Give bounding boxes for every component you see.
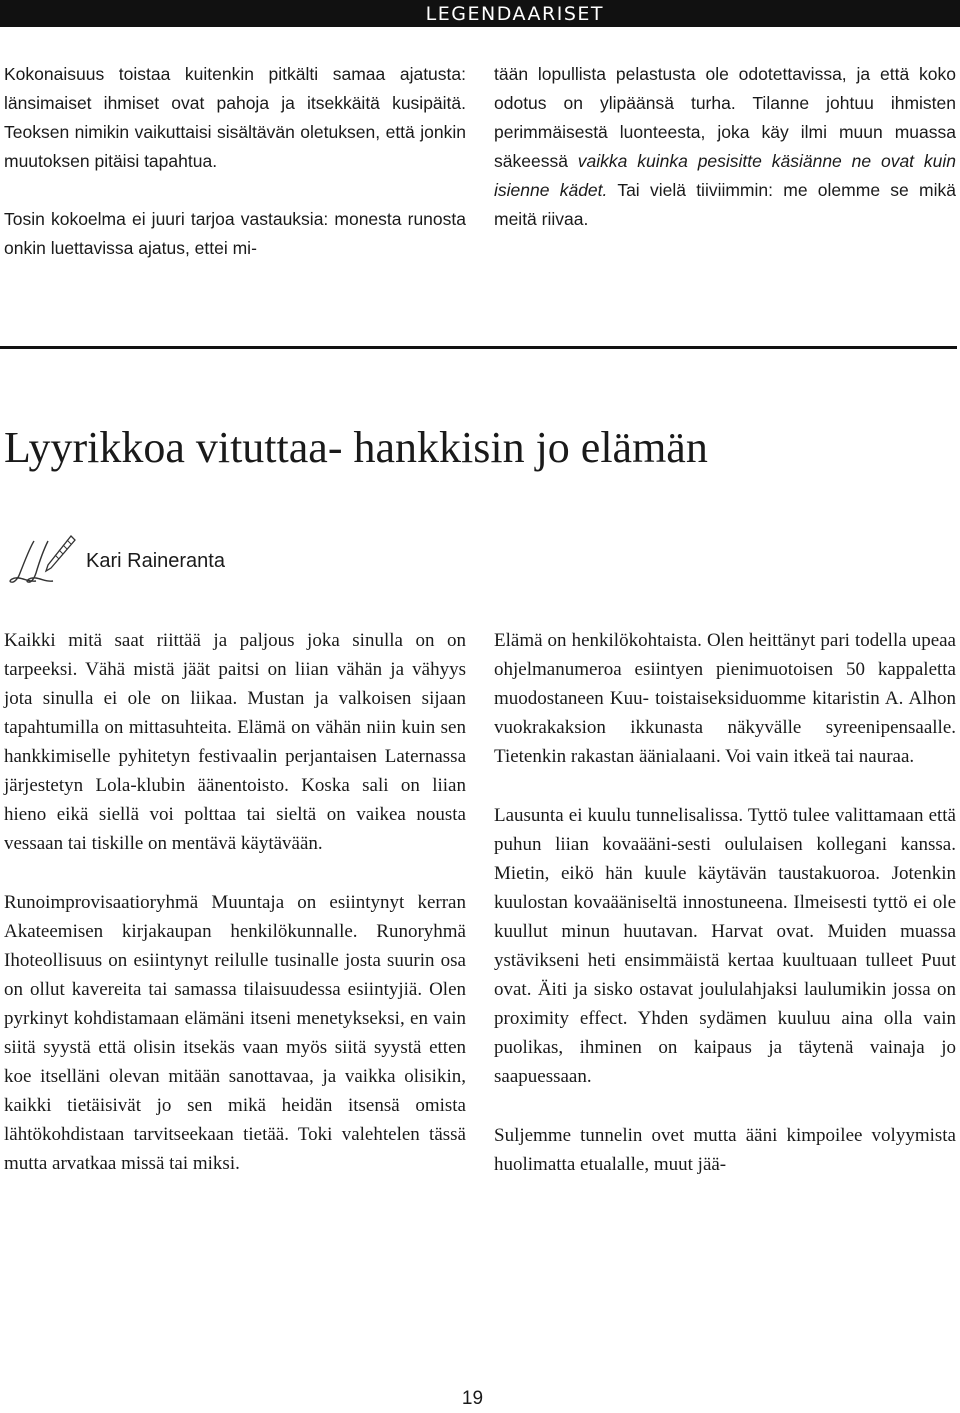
paragraph: Tosin kokoelma ei juuri tarjoa vastauksia: monesta runosta onkin luettavissa ajatus, ettei mi-	[4, 209, 466, 258]
paragraph: Runoimprovisaatioryhmä Muuntaja on esiintynyt kerran Akateemisen kirjakaupan henkilökunnalle. Runoryhmä Ihoteollisuus on esiintynyt reilulle tusinalle josta suurin osa on ollut kavereita tai samassa tilaisuudessa esiintyjiä. Olen pyrkinyt kohdistamaan elämäni itseni menetykseksi, en vain siitä syystä että olisin itsekäs vaan myös siitä syystä etten koe itselläni olevan mitään sanottavaa, ja vaikka olisikin, kaikki tietäisivät jo sen mikä heidän itsensä omista lähtökohdistaan tarvitseekaan tietää. Toki valehtelen tässä mutta arvatkaa missä tai miksi.	[4, 892, 466, 1174]
quoted-verse: vaikka kuinka pesisitte käsiänne ne ovat kuin isienne kädet.	[494, 151, 957, 200]
article-left-column	[4, 626, 466, 1178]
paragraph: Kokonaisuus toistaa kuitenkin pitkälti samaa ajatusta: länsimaiset ihmiset ovat pahoja ja itsekkäitä kusipäitä. Teoksen nimikin vaikuttaisi sisältävän oletuksen, että jonkin muutoksen pitäisi tapahtua.	[4, 64, 466, 171]
section-header-bar	[0, 0, 960, 27]
article-title: Lyyrikkoa vituttaa- hankkisin jo elämän	[4, 423, 708, 472]
paragraph: Lausunta ei kuulu tunnelisalissa. Tyttö tulee valittamaan että puhun liian kovaääni-sesti oululaisen kollegani kanssa. Mietin, eikö hän kuule käytävän taustakuoroa. Jotenkin kuulostan kovaääniseltä innostuneena. Ilmeisesti tyttö ei ole kuullut minun huutavan. Harvat ovat. Muiden muassa ystävikseni heti ensimmäistä kertaa kuultuaan tulleet Puut ovat. Äiti ja sisko ostavat joululahjaksi laulumikin jossa on proximity effect. Yhden sydämen kuuluu aina olla vain puolikas, ihminen on kaipaus ja täytenä vainaja jo saapuessaan.	[494, 805, 956, 1087]
paragraph: Kaikki mitä saat riittää ja paljous joka sinulla on on tarpeeksi. Vähä mistä jäät paitsi on liian vähän ja vähyys jota sinulla ei ole on liikaa. Mustan ja valkoisen sijaan tapahtumilla on mittasuhteita. Elämä on vähän niin kuin sen hankkimiselle pyhitetyn festivaalin perjantaisen Laternassa järjestetyn Lola-klubin äänentoisto. Koska sali on liian hieno eikä siellä voi polttaa tai sieltä on vaikea nousta vessaan tai tiskille on mentävä käytävään.	[4, 630, 466, 854]
byline	[4, 533, 225, 589]
text-span: Tai vielä tiiviimmin: me olemme se mikä meitä riivaa.	[494, 180, 956, 229]
previous-article-right-column	[494, 60, 956, 234]
author-name: Kari Raineranta	[86, 549, 225, 572]
section-label: LEGENDAARISET	[425, 3, 604, 25]
article-divider-rule	[0, 346, 957, 349]
page-number: 19	[461, 1388, 484, 1409]
pen-signature-icon	[4, 533, 76, 589]
paragraph	[494, 60, 956, 234]
paragraph: Suljemme tunnelin ovet mutta ääni kimpoilee volyymista huolimatta etualalle, muut jää-	[494, 1125, 956, 1175]
text-span: tään lopullista pelastusta ole odotettavissa, ja että koko odotus on ylipäänsä turha. Tilanne johtuu ihmisten perimmäisestä luonteesta, joka käy ilmi muun muassa säkeessä	[494, 64, 956, 171]
paragraph: Elämä on henkilökohtaista. Olen heittänyt pari todella upeaa ohjelmanumeroa esiintyen pienimuotoisen 50 kappaletta muodostaneen Kuu- toistaiseksiduomme kitaristin A. Alhon vuokrakaksion ikkunasta näkyvälle syreenipensaalle. Tietenkin rakastan äänialaani. Voi vain itkeä tai nauraa.	[494, 630, 956, 767]
previous-article-left-column	[4, 60, 466, 263]
article-right-column	[494, 626, 956, 1179]
